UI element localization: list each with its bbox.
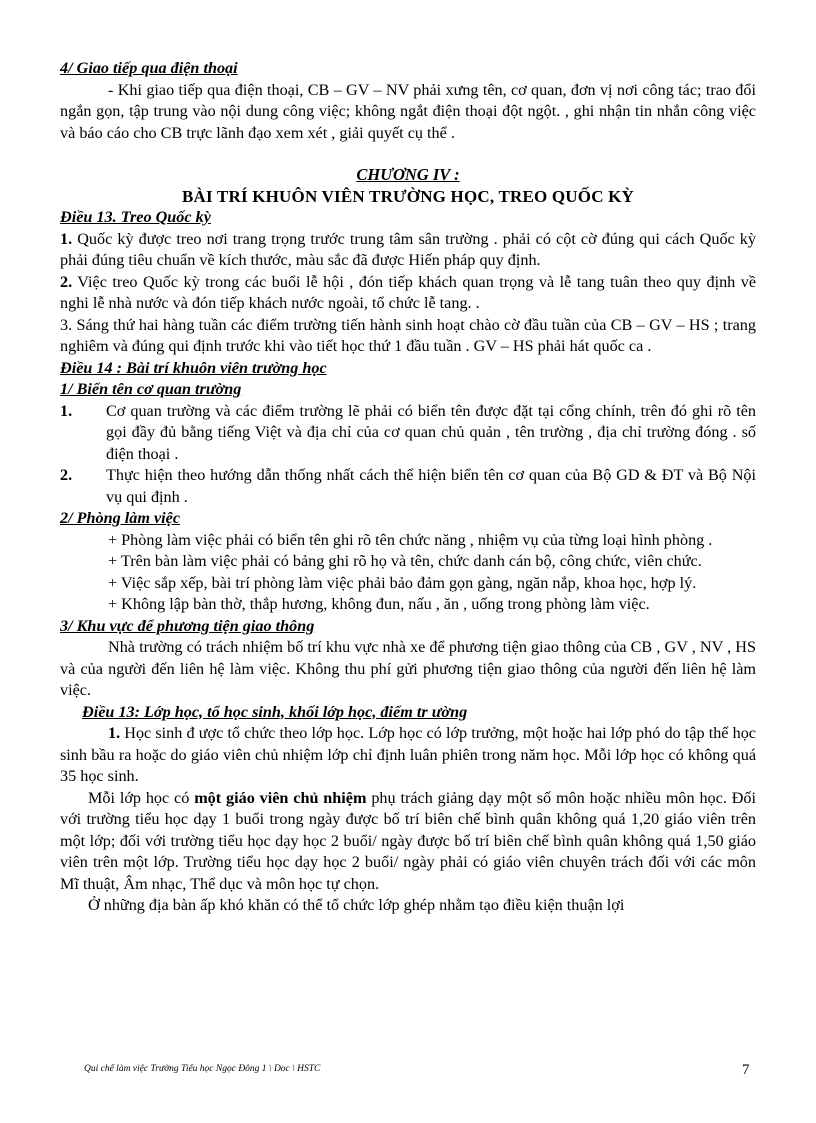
page-footer: Qui chế làm việc Trường Tiểu học Ngọc Đông 1 \ Doc \ HSTC <box>84 1064 321 1074</box>
item-text: Thực hiện theo hướng dẫn thống nhất cách thể hiện biển tên cơ quan của Bộ GD & ĐT và Bộ Nội vụ qui định . <box>106 466 756 506</box>
paragraph <box>60 723 756 788</box>
article-heading: Điều 14 : Bài trí khuôn viên trường học <box>60 358 327 377</box>
text-span: phụ trách giảng dạy một số môn hoặc nhiều môn học. Đối với trường tiểu học dạy 1 buổi trong ngày được bố trí biên chế bình quân không quá 1,20 giáo viên trên một lớp; đối với trường tiểu học dạy học 2 buổi/ ngày được bố trí biên chế bình quân không quá 1,50 giáo viên trên một lớp. Trường tiểu học dạy học 2 buổi/ ngày phải có giáo viên chuyên trách đối với các môn Mĩ thuật, Âm nhạc, Thể dục và môn học tự chọn. <box>60 788 756 893</box>
list-item: + Việc sắp xếp, bài trí phòng làm việc phải bảo đảm gọn gàng, ngăn nắp, khoa học, hợp lý. <box>108 573 697 592</box>
article-heading: Điều 13. Treo Quốc kỳ <box>60 208 211 226</box>
item-number: 2. <box>60 466 73 484</box>
paragraph: 3. Sáng thứ hai hàng tuần các điểm trường tiến hành sinh hoạt chào cờ đầu tuần của CB – GV – HS ; trang nghiêm và đúng qui định trước khi vào tiết học thứ 1 đầu tuần . GV – HS phải hát quốc ca . <box>60 315 756 355</box>
subsection-heading: 2/ Phòng làm việc <box>60 509 181 527</box>
item-text: Học sinh đ ược tổ chức theo lớp học. Lớp học có lớp trưởng, một hoặc hai lớp phó do tập thể học sinh bầu ra hoặc do giáo viên chủ nhiệm lớp chỉ định luân phiên trong năm học. Mỗi lớp học có không quá 35 học sinh. <box>60 724 756 785</box>
subsection-heading: 1/ Biển tên cơ quan trường <box>60 380 242 398</box>
item-text: Cơ quan trường và các điểm trường lẽ phải có biển tên được đặt tại cổng chính, trên đó ghi rõ tên gọi đầy đủ bằng tiếng Việt và địa chỉ của cơ quan chủ quản , tên trường , địa chỉ trường đóng . số điện thoại . <box>106 401 756 463</box>
item-number: 2. <box>60 272 73 291</box>
section-heading: 4/ Giao tiếp qua điện thoại <box>60 59 238 77</box>
paragraph: Ở những địa bàn ấp khó khăn có thể tổ chức lớp ghép nhằm tạo điều kiện thuận lợi <box>88 896 625 914</box>
item-number: 1. <box>108 724 121 742</box>
list-item: + Không lập bàn thờ, thắp hương, không đun, nấu , ăn , uống trong phòng làm việc. <box>108 595 650 613</box>
chapter-title: BÀI TRÍ KHUÔN VIÊN TRƯỜNG HỌC, TREO QUỐC KỲ <box>181 186 635 206</box>
document-page <box>60 58 756 917</box>
paragraph <box>60 272 756 315</box>
paragraph: Nhà trường có trách nhiệm bố trí khu vực nhà xe để phương tiện giao thông của CB , GV , NV , HS và của người đến liên hệ làm việc. Không thu phí gửi phương tiện giao thông của người đến liên hệ làm việc. <box>60 638 756 699</box>
list-item <box>60 465 756 508</box>
item-number: 1. <box>60 401 73 420</box>
item-text: Quốc kỳ được treo nơi trang trọng trước trung tâm sân trường . phải có cột cờ đúng qui cách Quốc kỳ phải đúng tiêu chuẩn về kích thước, màu sắc đã được Hiến pháp quy định. <box>60 229 756 269</box>
paragraph <box>60 788 756 896</box>
article-heading: Điều 13: Lớp học, tổ học sinh, khối lớp học, điểm tr ường <box>82 702 468 721</box>
list-item: + Trên bàn làm việc phải có bảng ghi rõ họ và tên, chức danh cán bộ, công chức, viên chức. <box>108 552 702 570</box>
list-item: + Phòng làm việc phải có biển tên ghi rõ tên chức năng , nhiệm vụ của từng loại hình phòng . <box>108 530 713 549</box>
paragraph <box>60 229 756 272</box>
list-item <box>60 401 756 466</box>
text-span: Mỗi lớp học có <box>88 788 195 807</box>
chapter-label: CHƯƠNG IV : <box>356 165 460 184</box>
subsection-heading: 3/ Khu vực để phương tiện giao thông <box>60 616 315 635</box>
item-text: Việc treo Quốc kỳ trong các buổi lễ hội , đón tiếp khách quan trọng và lễ tang tuân theo quy định về nghi lễ nhà nước và đón tiếp khách nước ngoài, tổ chức lễ tang. . <box>60 272 756 312</box>
paragraph: - Khi giao tiếp qua điện thoại, CB – GV – NV phải xưng tên, cơ quan, đơn vị nơi công tác; trao đổi ngắn gọn, tập trung vào nội dung công việc; không ngắt điện thoại đột ngột. , ghi nhận tin nhắn công việc và báo cáo cho CB trực lãnh đạo xem xét , giải quyết cụ thể . <box>60 80 756 142</box>
bold-text: một giáo viên chủ nhiệm <box>194 788 367 807</box>
page-number: 7 <box>742 1062 750 1078</box>
item-number: 1. <box>60 229 73 248</box>
